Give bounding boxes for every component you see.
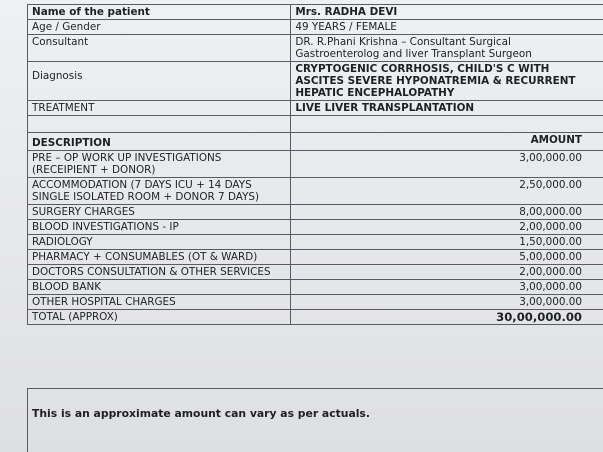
diagnosis-value-line: HEPATIC ENCEPHALOPATHY [295, 87, 455, 99]
diagnosis-value [291, 62, 603, 101]
diagnosis-label: Diagnosis [28, 62, 291, 101]
cost-item-row [28, 250, 603, 265]
cost-item-description: ACCOMMODATION (7 DAYS ICU + 14 DAYS SINGLE ISOLATED ROOM + DONOR 7 DAYS) [28, 178, 291, 205]
treatment-label: TREATMENT [28, 101, 291, 116]
age-gender-value: 49 YEARS / FEMALE [291, 20, 603, 35]
patient-name-value: Mrs. RADHA DEVI [291, 5, 603, 20]
disclaimer-box [27, 388, 603, 452]
patient-name-label: Name of the patient [28, 5, 291, 20]
consultant-value-line: Gastroenterolog and liver Transplant Surgeon [295, 48, 532, 60]
consultant-row [28, 35, 603, 62]
cost-item-row [28, 205, 603, 220]
cost-item-amount: 3,00,000.00 [291, 295, 603, 310]
treatment-row [28, 101, 603, 116]
cost-item-amount: 2,00,000.00 [291, 265, 603, 280]
cost-item-description: BLOOD BANK [28, 280, 291, 295]
cost-item-row [28, 235, 603, 250]
disclaimer-note: This is an approximate amount can vary as per actuals. [32, 407, 370, 420]
cost-item-row [28, 178, 603, 205]
spacer-row [28, 116, 603, 133]
cost-item-row [28, 295, 603, 310]
cost-item-description: PHARMACY + CONSUMABLES (OT & WARD) [28, 250, 291, 265]
cost-item-amount: 2,00,000.00 [291, 220, 603, 235]
cost-item-description: OTHER HOSPITAL CHARGES [28, 295, 291, 310]
cost-item-description: RADIOLOGY [28, 235, 291, 250]
cost-item-description: BLOOD INVESTIGATIONS - IP [28, 220, 291, 235]
diagnosis-value-line: ASCITES SEVERE HYPONATREMIA & RECURRENT [295, 75, 576, 87]
cost-header-row [28, 133, 603, 151]
cost-item-description: SURGERY CHARGES [28, 205, 291, 220]
age-gender-row [28, 20, 603, 35]
cost-item-amount: 3,00,000.00 [291, 280, 603, 295]
cost-item-row [28, 265, 603, 280]
cost-item-row [28, 280, 603, 295]
patient-name-row [28, 5, 603, 20]
cost-item-amount: 8,00,000.00 [291, 205, 603, 220]
age-gender-label: Age / Gender [28, 20, 291, 35]
cost-item-description: DOCTORS CONSULTATION & OTHER SERVICES [28, 265, 291, 280]
cost-item-description: PRE – OP WORK UP INVESTIGATIONS (RECEIPIENT + DONOR) [28, 151, 291, 178]
diagnosis-row [28, 62, 603, 101]
consultant-label: Consultant [28, 35, 291, 62]
cost-item-amount: 1,50,000.00 [291, 235, 603, 250]
consultant-value-line: DR. R.Phani Krishna – Consultant Surgical [295, 36, 511, 48]
consultant-value [291, 35, 603, 62]
estimate-table [27, 4, 603, 325]
cost-item-amount: 3,00,000.00 [291, 151, 603, 178]
total-label: TOTAL (APPROX) [28, 310, 291, 325]
treatment-value: LIVE LIVER TRANSPLANTATION [291, 101, 603, 116]
cost-item-amount: 5,00,000.00 [291, 250, 603, 265]
total-row [28, 310, 603, 325]
description-header: DESCRIPTION [28, 133, 291, 151]
cost-item-amount: 2,50,000.00 [291, 178, 603, 205]
amount-header: AMOUNT [291, 133, 603, 151]
total-value: 30,00,000.00 [291, 310, 603, 325]
cost-item-row [28, 151, 603, 178]
cost-item-row [28, 220, 603, 235]
diagnosis-value-line: CRYPTOGENIC CORRHOSIS, CHILD'S C WITH [295, 63, 550, 75]
